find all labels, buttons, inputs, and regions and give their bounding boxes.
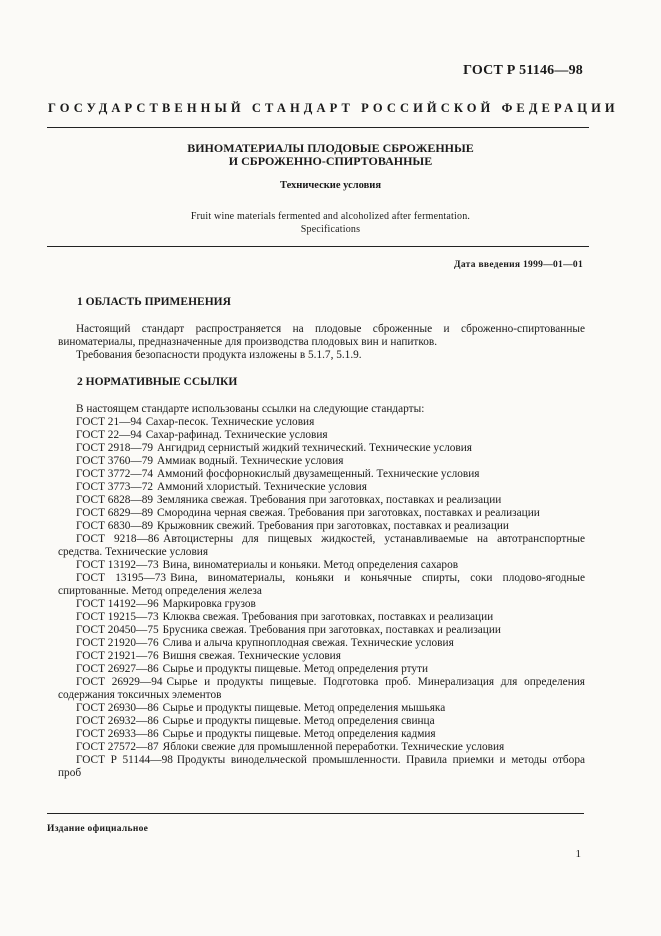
reference-code: ГОСТ 26932—86 xyxy=(76,715,159,727)
title-line-2: И СБРОЖЕННО-СПИРТОВАННЫЕ xyxy=(228,154,433,168)
reference-code: ГОСТ 26933—86 xyxy=(76,728,159,740)
reference-title: Вина, виноматериалы, коньяки и коньячные спирты, соки плодово-ягодные спиртованные. Метод определения железа xyxy=(58,572,585,597)
reference-title: Ангидрид сернистый жидкий технический. Технические условия xyxy=(157,442,472,454)
reference-title: Аммиак водный. Технические условия xyxy=(157,455,344,467)
reference-code: ГОСТ 14192—96 xyxy=(76,598,159,610)
reference-title: Клюква свежая. Требования при заготовках, поставках и реализации xyxy=(162,611,494,623)
reference-code: ГОСТ 21—94 xyxy=(76,416,142,428)
title-rule xyxy=(47,246,589,247)
reference-item xyxy=(58,559,585,572)
reference-code: ГОСТ Р 51144—98 xyxy=(76,754,173,766)
reference-title: Брусника свежая. Требования при заготовках, поставках и реализации xyxy=(162,624,501,636)
reference-item xyxy=(58,507,585,520)
reference-title: Маркировка грузов xyxy=(162,598,256,610)
reference-item xyxy=(58,754,585,780)
reference-item xyxy=(58,416,585,429)
reference-item xyxy=(58,520,585,533)
section-2-heading: 2 НОРМАТИВНЫЕ ССЫЛКИ xyxy=(77,376,238,388)
reference-title: Продукты винодельческой промышленности. Правила приемки и методы отбора проб xyxy=(58,754,585,779)
safety-paragraph: Требования безопасности продукта изложены в 5.1.7, 5.1.9. xyxy=(76,349,362,361)
introduction-date: Дата введения 1999—01—01 xyxy=(454,260,583,270)
state-standard-heading: ГОСУДАРСТВЕННЫЙ СТАНДАРТ РОССИЙСКОЙ ФЕДЕРАЦИИ xyxy=(48,101,619,115)
reference-title: Сырье и продукты пищевые. Метод определения свинца xyxy=(162,715,435,727)
reference-item xyxy=(58,429,585,442)
reference-code: ГОСТ 3760—79 xyxy=(76,455,153,467)
reference-code: ГОСТ 22—94 xyxy=(76,429,142,441)
reference-code: ГОСТ 2918—79 xyxy=(76,442,153,454)
reference-item xyxy=(58,533,585,559)
reference-item xyxy=(58,442,585,455)
page-number: 1 xyxy=(575,848,581,860)
reference-title: Сахар-песок. Технические условия xyxy=(145,416,315,428)
reference-title: Сырье и продукты пищевые. Метод определения мышьяка xyxy=(162,702,446,714)
footer-rule xyxy=(47,813,584,814)
reference-code: ГОСТ 27572—87 xyxy=(76,741,159,753)
reference-title: Сахар-рафинад. Технические условия xyxy=(145,429,328,441)
reference-code: ГОСТ 6829—89 xyxy=(76,507,153,519)
reference-title: Сырье и продукты пищевые. Метод определения ртути xyxy=(162,663,429,675)
reference-code: ГОСТ 26927—86 xyxy=(76,663,159,675)
reference-code: ГОСТ 26930—86 xyxy=(76,702,159,714)
reference-title: Яблоки свежие для промышленной переработки. Технические условия xyxy=(162,741,505,753)
reference-code: ГОСТ 3772—74 xyxy=(76,468,153,480)
english-title-line-2: Specifications xyxy=(300,224,361,235)
section-1-body xyxy=(58,323,585,362)
reference-item xyxy=(58,715,585,728)
section-1-heading: 1 ОБЛАСТЬ ПРИМЕНЕНИЯ xyxy=(77,296,231,308)
reference-code: ГОСТ 21920—76 xyxy=(76,637,159,649)
reference-item xyxy=(58,481,585,494)
reference-item xyxy=(58,572,585,598)
document-number: ГОСТ Р 51146—98 xyxy=(463,63,583,78)
reference-item xyxy=(58,741,585,754)
english-title-line-1: Fruit wine materials fermented and alcoholized after fermentation. xyxy=(190,211,471,222)
reference-code: ГОСТ 13192—73 xyxy=(76,559,159,571)
reference-item xyxy=(58,598,585,611)
reference-item xyxy=(58,676,585,702)
reference-code: ГОСТ 21921—76 xyxy=(76,650,159,662)
reference-code: ГОСТ 9218—86 xyxy=(76,533,160,545)
scope-paragraph: Настоящий стандарт распространяется на плодовые сброженные и сброженно-спиртованные виноматериалы, предназначенные для производства плодовых вин и напитков. xyxy=(58,323,585,348)
reference-item xyxy=(58,650,585,663)
document-subtitle: Технические условия xyxy=(279,180,382,191)
document-title xyxy=(0,142,661,168)
reference-code: ГОСТ 3773—72 xyxy=(76,481,153,493)
reference-code: ГОСТ 19215—73 xyxy=(76,611,159,623)
reference-title: Слива и алыча крупноплодная свежая. Технические условия xyxy=(162,637,454,649)
references-intro: В настоящем стандарте использованы ссылки на следующие стандарты: xyxy=(76,403,425,415)
reference-item xyxy=(58,663,585,676)
reference-title: Аммоний хлористый. Технические условия xyxy=(157,481,367,493)
reference-title: Вишня свежая. Технические условия xyxy=(162,650,341,662)
reference-item xyxy=(58,455,585,468)
reference-item xyxy=(58,637,585,650)
reference-item xyxy=(58,611,585,624)
title-line-1: ВИНОМАТЕРИАЛЫ ПЛОДОВЫЕ СБРОЖЕННЫЕ xyxy=(187,141,474,155)
reference-title: Сырье и продукты пищевые. Подготовка проб. Минерализация для определения содержания токсичных элементов xyxy=(58,676,585,701)
reference-item xyxy=(58,702,585,715)
reference-title: Вина, виноматериалы и коньяки. Метод определения сахаров xyxy=(162,559,459,571)
reference-title: Смородина черная свежая. Требования при заготовках, поставках и реализации xyxy=(157,507,540,519)
reference-item xyxy=(58,494,585,507)
reference-code: ГОСТ 26929—94 xyxy=(76,676,163,688)
english-title xyxy=(0,210,661,236)
reference-code: ГОСТ 6828—89 xyxy=(76,494,153,506)
reference-item xyxy=(58,624,585,637)
reference-code: ГОСТ 13195—73 xyxy=(76,572,167,584)
reference-title: Сырье и продукты пищевые. Метод определения кадмия xyxy=(162,728,436,740)
reference-title: Аммоний фосфорнокислый двузамещенный. Технические условия xyxy=(157,468,480,480)
reference-code: ГОСТ 20450—75 xyxy=(76,624,159,636)
edition-note: Издание официальное xyxy=(47,824,149,834)
reference-item xyxy=(58,728,585,741)
reference-item xyxy=(58,468,585,481)
reference-code: ГОСТ 6830—89 xyxy=(76,520,153,532)
normative-references xyxy=(58,403,585,780)
reference-title: Автоцистерны для пищевых жидкостей, устанавливаемые на автотранспортные средства. Технические условия xyxy=(58,533,585,558)
reference-title: Крыжовник свежий. Требования при заготовках, поставках и реализации xyxy=(157,520,509,532)
header-rule xyxy=(47,127,589,128)
reference-title: Земляника свежая. Требования при заготовках, поставках и реализации xyxy=(157,494,502,506)
